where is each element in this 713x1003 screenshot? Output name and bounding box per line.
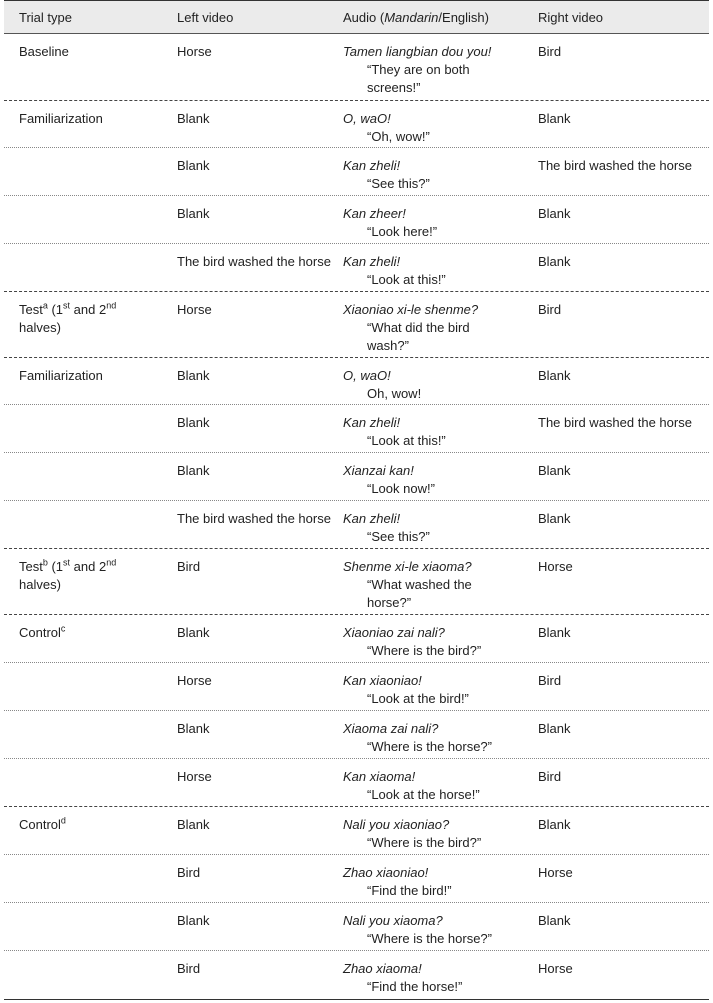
english-text: “Look now!” (367, 481, 435, 496)
right-video-cell: The bird washed the horse (538, 158, 692, 173)
header-audio-suffix: /English) (438, 10, 489, 25)
trial-label: halves) (19, 577, 61, 592)
english-text: “Oh, wow!” (367, 129, 430, 144)
mandarin-text: Zhao xiaoma! (343, 961, 422, 976)
audio-cell (343, 558, 533, 612)
footnote-marker: b (42, 557, 48, 568)
audio-cell (343, 414, 533, 450)
trial-label: (1 (47, 559, 64, 574)
table-header (4, 0, 709, 34)
audio-cell (343, 43, 533, 97)
mandarin-text: Zhao xiaoniao! (343, 865, 429, 880)
english-text: “Where is the bird?” (367, 835, 482, 850)
audio-cell (343, 912, 533, 948)
audio-cell (343, 157, 533, 193)
mandarin-text: Kan zheli! (343, 158, 401, 173)
mandarin-text: Xiaoniao xi-le shenme? (343, 302, 479, 317)
audio-cell (343, 864, 533, 900)
english-text: “They are on both (367, 62, 470, 77)
mandarin-text: O, waO! (343, 368, 391, 383)
left-video-cell: Blank (177, 721, 210, 736)
table-row (4, 759, 709, 807)
header-right-video: Right video (538, 10, 604, 25)
right-video-cell: Blank (538, 511, 571, 526)
mandarin-text: Xiaoma zai nali? (343, 721, 439, 736)
right-video-cell: Blank (538, 368, 571, 383)
audio-cell (343, 816, 533, 852)
left-video-cell: Blank (177, 158, 210, 173)
table-row (4, 101, 709, 148)
mandarin-text: Kan zheli! (343, 415, 401, 430)
audio-cell (343, 462, 533, 498)
ordinal-suffix: nd (106, 300, 117, 311)
trial-structure-table (4, 0, 709, 1000)
ordinal-suffix: st (63, 300, 71, 311)
mandarin-text: Tamen liangbian dou you! (343, 44, 492, 59)
english-text: wash?” (367, 338, 409, 353)
right-video-cell: Blank (538, 817, 571, 832)
english-text: screens!” (367, 80, 421, 95)
trial-label: Test (19, 302, 43, 317)
right-video-cell: Blank (538, 111, 571, 126)
audio-cell (343, 253, 533, 289)
mandarin-text: Xianzai kan! (343, 463, 414, 478)
left-video-cell: The bird washed the horse (177, 254, 331, 269)
left-video-cell: Bird (177, 559, 201, 574)
trial-type-cell (19, 624, 169, 642)
left-video-cell: Blank (177, 206, 210, 221)
ordinal-suffix: st (63, 557, 71, 568)
trial-label: Test (19, 559, 43, 574)
english-text: “Look at the horse!” (367, 787, 480, 802)
table-row (4, 951, 709, 1000)
right-video-cell: Blank (538, 625, 571, 640)
audio-cell (343, 768, 533, 804)
trial-label: and 2 (70, 302, 107, 317)
table-row (4, 405, 709, 453)
right-video-cell: Blank (538, 463, 571, 478)
trial-type-cell: Familiarization (19, 368, 103, 383)
audio-cell (343, 960, 533, 996)
english-text: “Find the bird!” (367, 883, 452, 898)
left-video-cell: Horse (177, 769, 212, 784)
left-video-cell: Blank (177, 625, 210, 640)
audio-cell (343, 624, 533, 660)
mandarin-text: Kan zheli! (343, 511, 401, 526)
right-video-cell: Horse (538, 559, 573, 574)
audio-cell (343, 510, 533, 546)
english-text: “Look at the bird!” (367, 691, 469, 706)
ordinal-suffix: nd (106, 557, 117, 568)
english-text: “Find the horse!” (367, 979, 463, 994)
english-text: “See this?” (367, 529, 430, 544)
left-video-cell: Bird (177, 961, 201, 976)
trial-type-cell: Familiarization (19, 111, 103, 126)
footnote-marker: c (60, 623, 66, 634)
trial-label: and 2 (70, 559, 107, 574)
table-row (4, 903, 709, 951)
table-row (4, 453, 709, 501)
trial-label: Control (19, 625, 61, 640)
audio-cell (343, 110, 533, 146)
right-video-cell: Bird (538, 769, 562, 784)
table-row (4, 292, 709, 358)
table-row (4, 244, 709, 292)
right-video-cell: Bird (538, 44, 562, 59)
left-video-cell: Blank (177, 368, 210, 383)
trial-type-cell (19, 816, 169, 834)
mandarin-text: Nali you xiaoniao? (343, 817, 450, 832)
right-video-cell: Bird (538, 673, 562, 688)
mandarin-text: Nali you xiaoma? (343, 913, 443, 928)
header-audio (343, 9, 533, 27)
table-row (4, 855, 709, 903)
mandarin-text: Kan zheli! (343, 254, 401, 269)
left-video-cell: Horse (177, 44, 212, 59)
mandarin-text: Shenme xi-le xiaoma? (343, 559, 472, 574)
right-video-cell: Horse (538, 865, 573, 880)
english-text: “See this?” (367, 176, 430, 191)
trial-type-cell (19, 558, 169, 594)
table-row (4, 148, 709, 196)
left-video-cell: Blank (177, 817, 210, 832)
audio-cell (343, 367, 533, 403)
left-video-cell: Horse (177, 302, 212, 317)
left-video-cell: The bird washed the horse (177, 511, 331, 526)
mandarin-text: Kan zheer! (343, 206, 406, 221)
audio-cell (343, 720, 533, 756)
footnote-marker: d (60, 815, 66, 826)
left-video-cell: Blank (177, 463, 210, 478)
table-row (4, 501, 709, 549)
english-text: “What did the bird (367, 320, 470, 335)
trial-label: (1 (47, 302, 64, 317)
right-video-cell: Bird (538, 302, 562, 317)
header-left-video: Left video (177, 10, 234, 25)
left-video-cell: Blank (177, 913, 210, 928)
header-audio-prefix: Audio ( (343, 10, 385, 25)
table-row (4, 196, 709, 244)
english-text: Oh, wow! (367, 386, 422, 401)
english-text: horse?” (367, 595, 412, 610)
audio-cell (343, 205, 533, 241)
table-row (4, 711, 709, 759)
trial-type-cell (19, 301, 169, 337)
table-row (4, 663, 709, 711)
left-video-cell: Bird (177, 865, 201, 880)
right-video-cell: Blank (538, 721, 571, 736)
table-row (4, 549, 709, 615)
trial-label: Control (19, 817, 61, 832)
left-video-cell: Blank (177, 111, 210, 126)
header-audio-mandarin: Mandarin (384, 10, 439, 25)
right-video-cell: The bird washed the horse (538, 415, 692, 430)
trial-label: halves) (19, 320, 61, 335)
right-video-cell: Blank (538, 913, 571, 928)
table-row (4, 807, 709, 855)
left-video-cell: Horse (177, 673, 212, 688)
english-text: “What washed the (367, 577, 472, 592)
trial-type-cell: Baseline (19, 44, 69, 59)
table-row (4, 358, 709, 405)
audio-cell (343, 301, 533, 355)
mandarin-text: O, waO! (343, 111, 391, 126)
right-video-cell: Blank (538, 206, 571, 221)
mandarin-text: Xiaoniao zai nali? (343, 625, 445, 640)
english-text: “Look at this!” (367, 272, 446, 287)
left-video-cell: Blank (177, 415, 210, 430)
header-trial-type: Trial type (19, 10, 72, 25)
mandarin-text: Kan xiaoma! (343, 769, 416, 784)
english-text: “Look here!” (367, 224, 438, 239)
mandarin-text: Kan xiaoniao! (343, 673, 422, 688)
english-text: “Where is the bird?” (367, 643, 482, 658)
english-text: “Where is the horse?” (367, 931, 492, 946)
table-row (4, 615, 709, 663)
right-video-cell: Horse (538, 961, 573, 976)
english-text: “Look at this!” (367, 433, 446, 448)
audio-cell (343, 672, 533, 708)
right-video-cell: Blank (538, 254, 571, 269)
english-text: “Where is the horse?” (367, 739, 492, 754)
footnote-marker: a (42, 300, 48, 311)
table-row (4, 34, 709, 101)
